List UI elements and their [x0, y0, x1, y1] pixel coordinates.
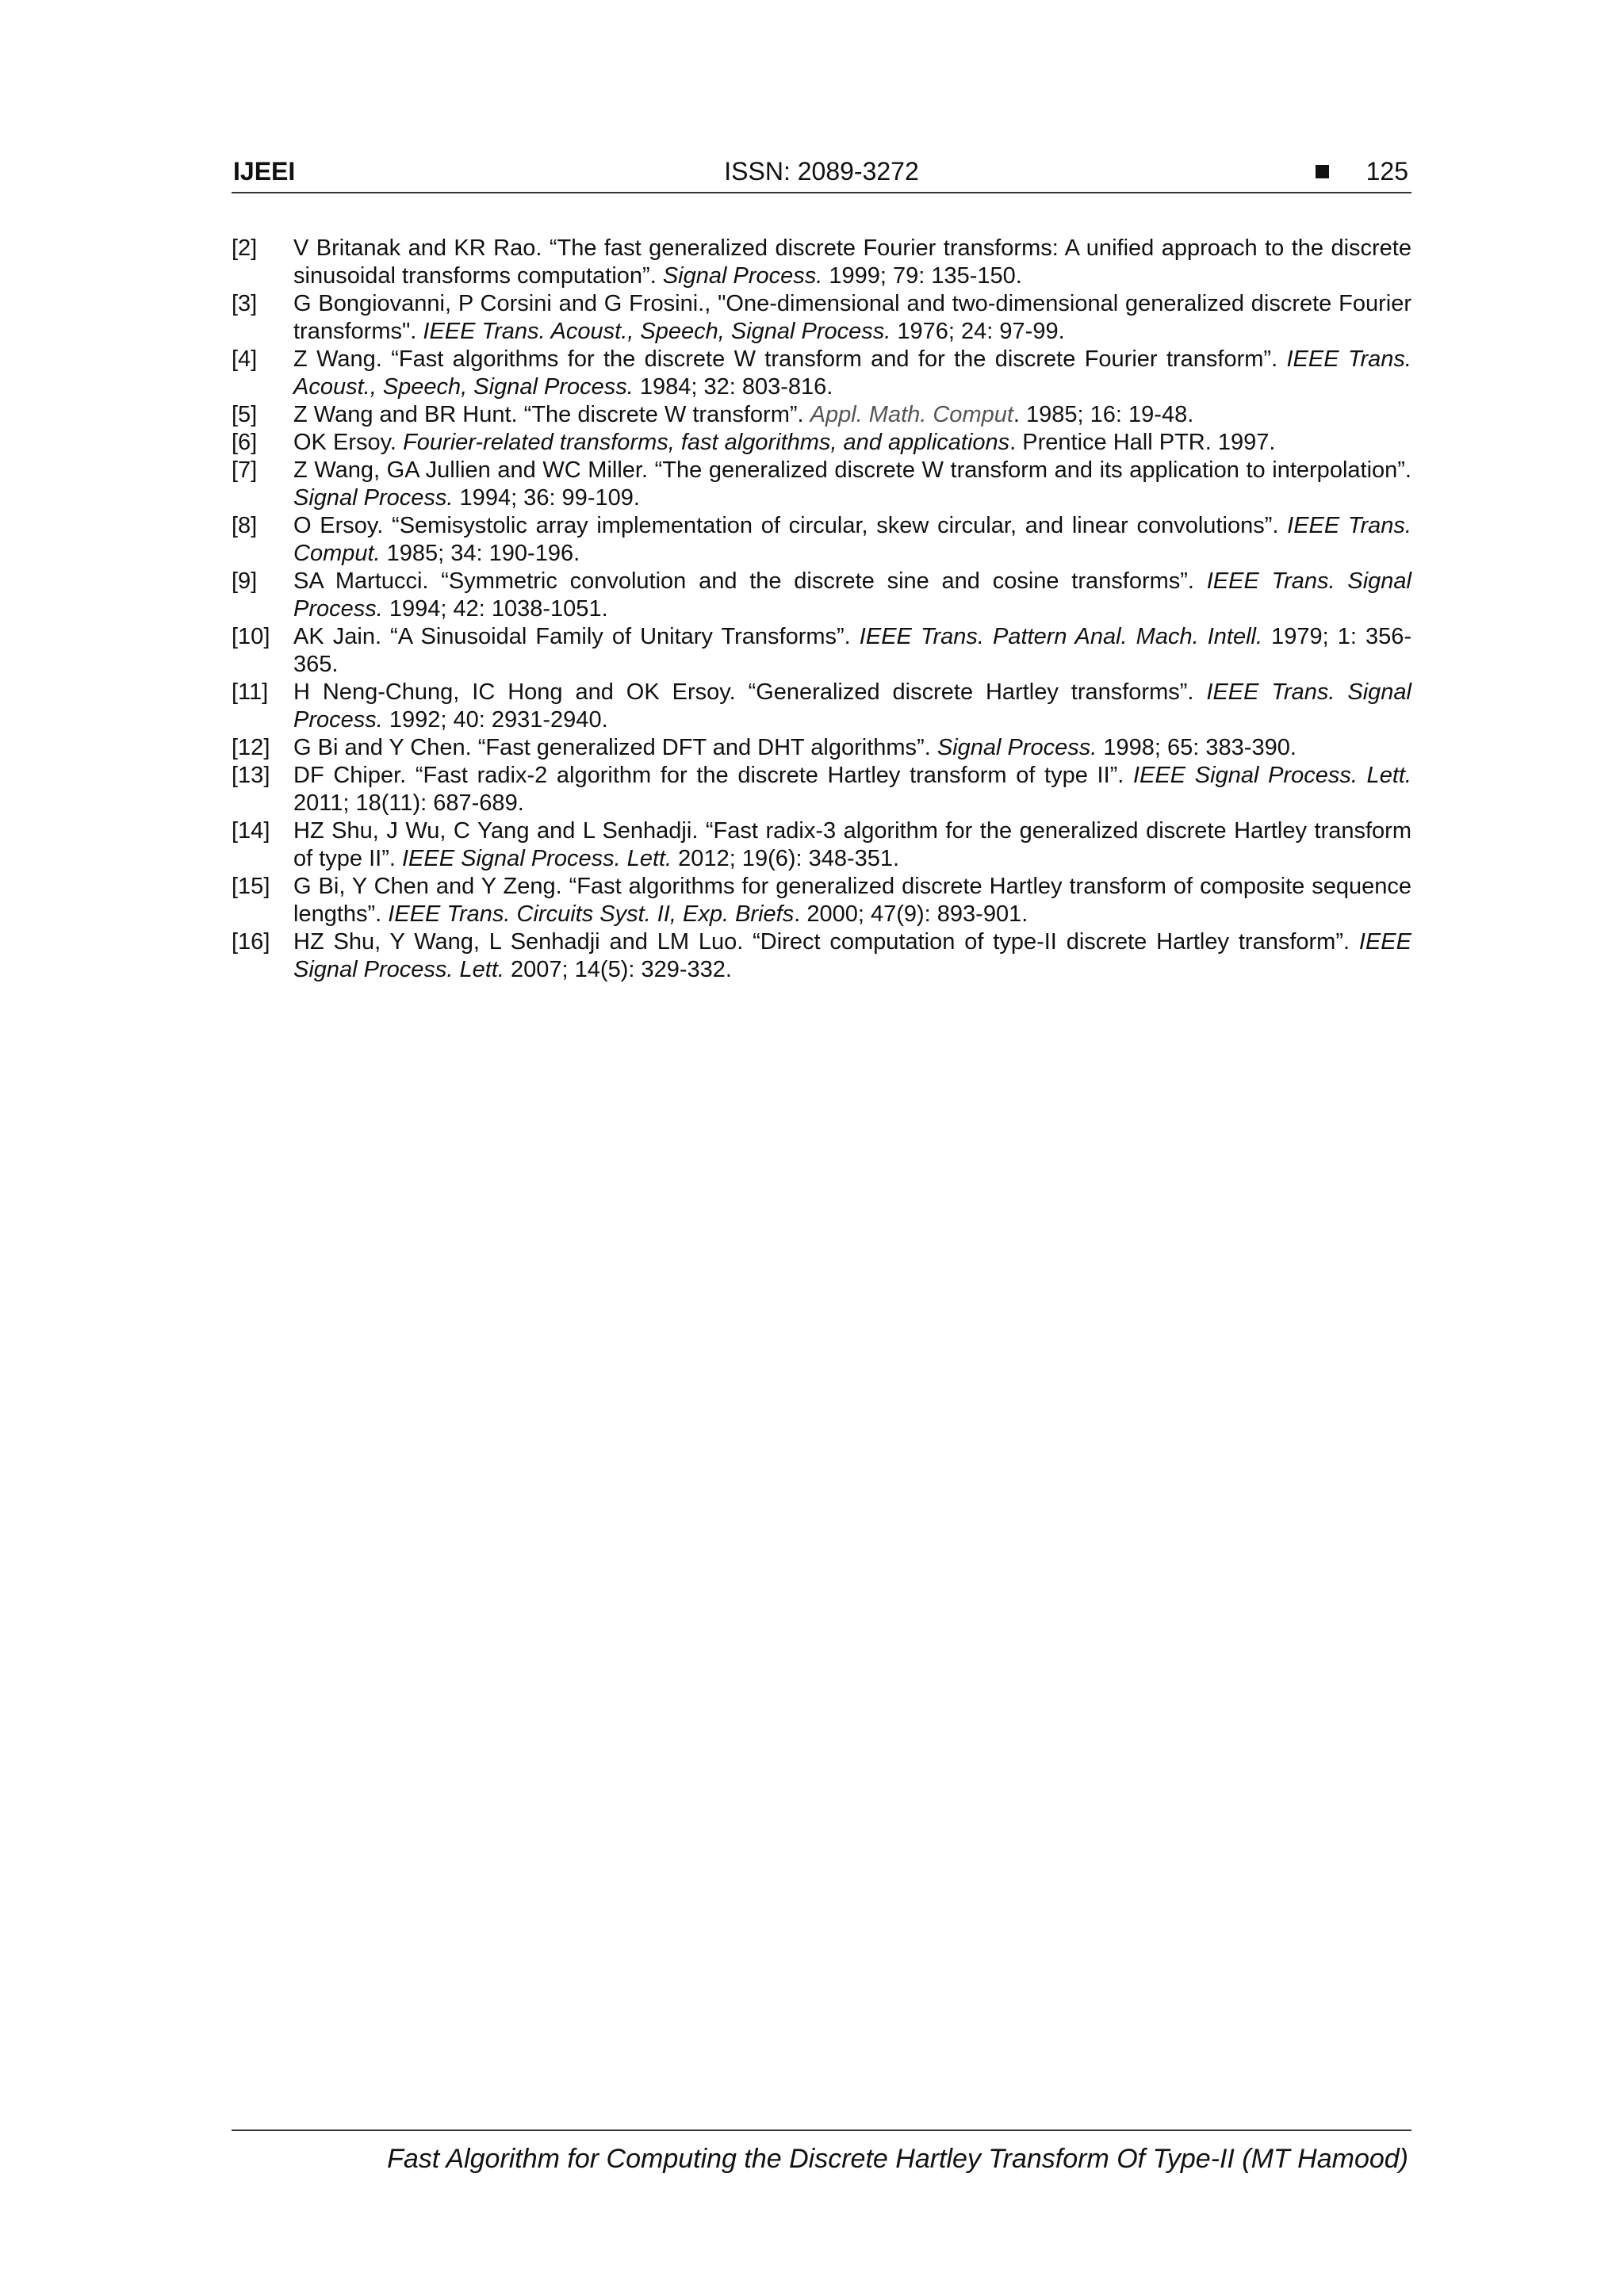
reference-number: [6] [232, 430, 258, 455]
reference-source: IEEE Trans. Acoust., Speech, Signal Process. [293, 346, 1411, 400]
reference-source: Signal Process. [293, 485, 454, 511]
reference-item [232, 734, 1411, 762]
issn-label: ISSN: 2089-3272 [724, 157, 919, 186]
journal-name: IJEEI [233, 157, 296, 186]
reference-source: IEEE Signal Process. Lett. [293, 929, 1411, 982]
reference-item [232, 623, 1411, 679]
reference-list [232, 235, 1411, 984]
reference-segment: Z Wang and BR Hunt. “The discrete W transform”. [293, 402, 810, 427]
running-title: Fast Algorithm for Computing the Discrete Hartley Transform Of Type-II (MT Hamood) [387, 2144, 1408, 2174]
reference-number: [13] [232, 763, 270, 788]
reference-segment: 1976; 24: 97-99. [891, 319, 1065, 344]
reference-segment: DF Chiper. “Fast radix-2 algorithm for the discrete Hartley transform of type II”. [293, 763, 1134, 788]
reference-source: IEEE Trans. Acoust., Speech, Signal Process. [423, 319, 891, 344]
reference-text [293, 401, 1411, 429]
black-square-icon [1316, 165, 1329, 178]
reference-item [232, 873, 1411, 928]
reference-text [293, 928, 1411, 984]
reference-segment: V Britanak and KR Rao. “The fast generalized discrete Fourier transforms: A unified approach to the discrete sinusoidal transforms computation”. [293, 235, 1411, 289]
reference-item [232, 235, 1411, 290]
reference-source: IEEE Trans. Pattern Anal. Mach. Intell. [859, 624, 1263, 649]
reference-text [293, 817, 1411, 873]
reference-segment: HZ Shu, Y Wang, L Senhadji and LM Luo. “Direct computation of type-II discrete Hartley transform”. [293, 929, 1359, 955]
reference-text [293, 623, 1411, 679]
reference-item [232, 568, 1411, 623]
reference-item [232, 817, 1411, 873]
reference-item [232, 512, 1411, 568]
reference-source: Signal Process. [662, 263, 823, 289]
reference-segment: OK Ersoy. [293, 430, 404, 455]
reference-source: IEEE Trans. Comput. [293, 513, 1411, 566]
reference-text [293, 512, 1411, 568]
reference-text [293, 762, 1411, 817]
reference-segment: O Ersoy. “Semisystolic array implementation of circular, skew circular, and linear convolutions”. [293, 513, 1288, 538]
reference-segment: . 2000; 47(9): 893-901. [794, 901, 1028, 927]
reference-number: [15] [232, 874, 270, 899]
reference-number: [8] [232, 513, 258, 538]
reference-source: Appl. Math. Comput [810, 402, 1013, 427]
reference-item [232, 290, 1411, 346]
reference-item [232, 679, 1411, 734]
reference-segment: 1999; 79: 135-150. [822, 263, 1022, 289]
reference-item [232, 762, 1411, 817]
reference-segment: SA Martucci. “Symmetric convolution and the discrete sine and cosine transforms”. [293, 568, 1207, 594]
reference-segment: 1979; 1: 356-365. [293, 624, 1411, 677]
reference-number: [7] [232, 457, 258, 483]
reference-segment: 1984; 32: 803-816. [633, 374, 833, 400]
reference-segment: G Bongiovanni, P Corsini and G Frosini., "One-dimensional and two-dimensional generalized discrete Fourier transforms". [293, 291, 1411, 344]
reference-segment: 1992; 40: 2931-2940. [382, 707, 608, 733]
reference-text [293, 457, 1411, 512]
reference-segment: Z Wang, GA Jullien and WC Miller. “The generalized discrete W transform and its application to interpolation”. [293, 457, 1411, 483]
page-number: 125 [1365, 157, 1408, 186]
reference-text [293, 290, 1411, 346]
reference-item [232, 429, 1411, 457]
reference-text [293, 429, 1411, 457]
reference-source: IEEE Signal Process. Lett. [1133, 763, 1411, 788]
reference-segment: AK Jain. “A Sinusoidal Family of Unitary Transforms”. [293, 624, 860, 649]
reference-segment: 1994; 36: 99-109. [453, 485, 640, 511]
reference-segment: 2007; 14(5): 329-332. [504, 957, 732, 982]
reference-segment: . Prentice Hall PTR. 1997. [1009, 430, 1276, 455]
reference-item [232, 401, 1411, 429]
reference-number: [12] [232, 735, 270, 760]
reference-number: [16] [232, 929, 270, 955]
reference-segment: 1998; 65: 383-390. [1097, 735, 1297, 760]
reference-segment: 2012; 19(6): 348-351. [672, 846, 900, 871]
reference-text [293, 568, 1411, 623]
reference-source: Fourier-related transforms, fast algorithms, and applications [403, 430, 1010, 455]
reference-source: IEEE Trans. Circuits Syst. II, Exp. Briefs [388, 901, 795, 927]
reference-number: [4] [232, 346, 258, 372]
reference-item [232, 457, 1411, 512]
reference-text [293, 679, 1411, 734]
reference-number: [11] [232, 679, 269, 705]
reference-segment: G Bi, Y Chen and Y Zeng. “Fast algorithms for generalized discrete Hartley transform of composite sequence lengths”. [293, 874, 1411, 927]
reference-number: [14] [232, 818, 270, 844]
reference-source: Signal Process. [936, 735, 1097, 760]
reference-segment: 1985; 34: 190-196. [380, 541, 580, 566]
reference-segment: HZ Shu, J Wu, C Yang and L Senhadji. “Fast radix-3 algorithm for the generalized discrete Hartley transform of type II”. [293, 818, 1411, 871]
reference-number: [5] [232, 402, 258, 427]
reference-segment: H Neng-Chung, IC Hong and OK Ersoy. “Generalized discrete Hartley transforms”. [293, 679, 1207, 705]
reference-segment: G Bi and Y Chen. “Fast generalized DFT and DHT algorithms”. [293, 735, 937, 760]
reference-number: [2] [232, 235, 258, 261]
reference-item [232, 346, 1411, 401]
reference-text [293, 873, 1411, 928]
reference-segment: Z Wang. “Fast algorithms for the discrete W transform and for the discrete Fourier transform”. [293, 346, 1287, 372]
page-header [232, 155, 1411, 193]
reference-text [293, 346, 1411, 401]
reference-segment: 2011; 18(11): 687-689. [293, 790, 524, 816]
reference-number: [3] [232, 291, 258, 316]
reference-number: [10] [232, 624, 270, 649]
page-footer [232, 2130, 1411, 2174]
reference-source: IEEE Trans. Signal Process. [293, 568, 1411, 622]
reference-text [293, 235, 1411, 290]
reference-item [232, 928, 1411, 984]
reference-text [293, 734, 1411, 762]
reference-number: [9] [232, 568, 258, 594]
reference-source: IEEE Signal Process. Lett. [402, 846, 672, 871]
reference-source: IEEE Trans. Signal Process. [293, 679, 1411, 733]
reference-segment: . 1985; 16: 19-48. [1013, 402, 1194, 427]
reference-segment: 1994; 42: 1038-1051. [382, 596, 608, 622]
